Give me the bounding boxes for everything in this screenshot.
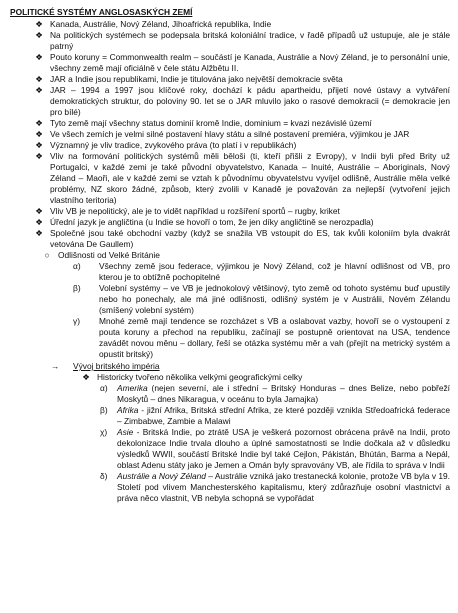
odlisnosti-heading: ○ Odlišnosti od Velké Británie — [42, 250, 450, 261]
bullet-icon: ❖ — [82, 372, 90, 382]
list-item: α) Všechny země jsou federace, výjimkou je Nový Zéland, což je hlavní odlišnost od VB, pro kterou je to obtížně pochopitelné — [73, 261, 450, 282]
bullet-icon: ❖ — [35, 52, 43, 62]
bullet-icon: ❖ — [35, 206, 43, 216]
region-name: Afrika — [117, 405, 139, 415]
bullet-icon: ❖ — [35, 129, 43, 139]
vyvoj-sub-bullet: ❖ Historicky tvořeno několika velkými geografickými celky — [82, 372, 303, 382]
list-item: γ) Mnohé země mají tendence se rozcházet s VB a oslabovat vazby, hovoří se o vystoupení z pouta koruny a přechod na republiku, začínají se postupně orientovat na USA, tendence zavádět novou měnu – dollary, řeší se otázka systému měr a vah (přejít na metrický systém a opustit britský) — [73, 316, 450, 359]
bullet-icon: ❖ — [35, 217, 43, 227]
list-item: δ) Austrálie a Nový Zéland – Austrálie vzniká jako trestanecká kolonie, protože VB byla v 19. Století pod vlivem Manchesterského kapitalismu, který zdůrazňuje osobní vlastnictví a práva něco vlastnit, VB nebyla schopná se vypořádat — [100, 471, 451, 503]
vyvoj-list — [7, 383, 450, 504]
bullet-item: ❖ Významný je vliv tradice, zvykového práva (to platí i v republikách) — [35, 140, 297, 150]
odlisnosti-list — [7, 261, 450, 360]
list-item: β) Afrika - jižní Afrika, Britská střední Afrika, ze které později vznikla Středoafrická federace – Zimbabwe, Zambie a Malawi — [100, 405, 450, 426]
bullet-item: ❖ Vliv VB je nepolitický, ale je to vidět například u rozšíření sportů – rugby, kriket — [35, 206, 340, 216]
arrow-right-icon: → — [51, 361, 60, 371]
bullet-icon: ❖ — [35, 151, 43, 161]
region-name: Austrálie a Nový Zéland — [117, 471, 206, 481]
bullet-item: ❖ Ve všech zemích je velmi silné postavení hlavy státu a silné postavení premiéra, výjimkou je JAR — [35, 129, 410, 139]
bullet-icon: ❖ — [35, 30, 43, 40]
bullet-item: ❖ Tyto země mají všechny status dominií kromě Indie, dominium = kvazi nezávislé území — [35, 118, 372, 128]
bullet-icon: ❖ — [35, 74, 43, 84]
bullet-list — [7, 19, 450, 250]
bullet-item: ❖ Společné jsou také obchodní vazby (když se snažila VB vstoupit do ES, tak kvůli koloniím byla dvakrát vetována De Gaullem) — [35, 228, 450, 249]
list-item: α) Amerika (nejen severní, ale i střední – Britský Honduras – dnes Belize, nebo pobřeží Moskytů – dnes Nikaragua, v oceánu to byla Jamajka) — [100, 383, 450, 404]
bullet-item: ❖ Vliv na formování politických systémů měli běloši (ti, kteří přišli z Evropy), v Indii byli před Brity už Portugalci, v každé zemi je také původní obyvatelstvo, Kanada – Inuité, Austrálie – Aboriginals, Nový Zéland – Maoři, ale v každé zemi se vztah k původnímu obyvatelstvu vyvíjel odlišně, Austrálie měla velké problémy, NZ skoro žádné, způsob, který zvolili v Kanadě je považován za nejlepší (vytvoření jejich vlastního teritoria) — [35, 151, 450, 205]
bullet-item: ❖ Na politických systémech se podepsala britská koloniální tradice, v řadě případů už ustupuje, ale je stále patrný — [35, 30, 450, 51]
region-name: Amerika — [117, 383, 148, 393]
bullet-icon: ❖ — [35, 19, 43, 29]
bullet-icon: ❖ — [35, 140, 43, 150]
list-item: χ) Asie - Britská Indie, po ztrátě USA je veškerá pozornost obrácena právě na Indii, proto dekolonizace Indie trvala dlouho a úplné samostatnosti se Indie dočkala až v důsledku výsledků WWII, součástí Britské Indie byl také Cejlon, Pákistán, Bhútán, Barma a Nepál, oblast Adenu státy jako je Jemen a Omán byly spravovány VB, ale řídila to správa v Indii — [100, 427, 450, 470]
bullet-icon: ❖ — [35, 228, 43, 238]
region-name: Asie — [117, 427, 134, 437]
bullet-item: ❖ JAR – 1994 a 1997 jsou klíčové roky, dochází k pádu apartheidu, přijetí nové ústavy a vytváření demokratických struktur, do poloviny 90. let se o JAR mluvilo jako o rasové demokracii (= demokracie jen pro bílé) — [35, 85, 450, 117]
bullet-icon: ❖ — [35, 118, 43, 128]
bullet-item: ❖ Úřední jazyk je angličtina (u Indie se hovoří o tom, že jen díky angličtině se nerozpadla) — [35, 217, 374, 227]
vyvoj-heading: → Vývoj britského impéria — [51, 361, 160, 371]
bullet-item: ❖ Pouto koruny = Commonwealth realm – součástí je Kanada, Austrálie a Nový Zéland, je to personální unie, všechny země mají oficiálně v čele státu Alžbětu II. — [35, 52, 450, 73]
bullet-icon: ❖ — [35, 85, 43, 95]
bullet-item: ❖ Kanada, Austrálie, Nový Zéland, Jihoafrická republika, Indie — [35, 19, 272, 29]
document-title: POLITICKÉ SYSTÉMY ANGLOSASKÝCH ZEMÍ — [10, 7, 193, 17]
bullet-item: ❖ JAR a Indie jsou republikami, Indie je titulována jako největší demokracie světa — [35, 74, 343, 84]
circle-bullet-icon: ○ — [44, 250, 50, 260]
list-item: β) Volební systémy – ve VB je jednokolový většinový, tyto země od tohoto systému buď upustily nebo ho ponechaly, ale má jiné odlišnosti, odlišný systém je v Austrálii, Novém Zélandu (smíšený volební systém) — [73, 283, 450, 315]
